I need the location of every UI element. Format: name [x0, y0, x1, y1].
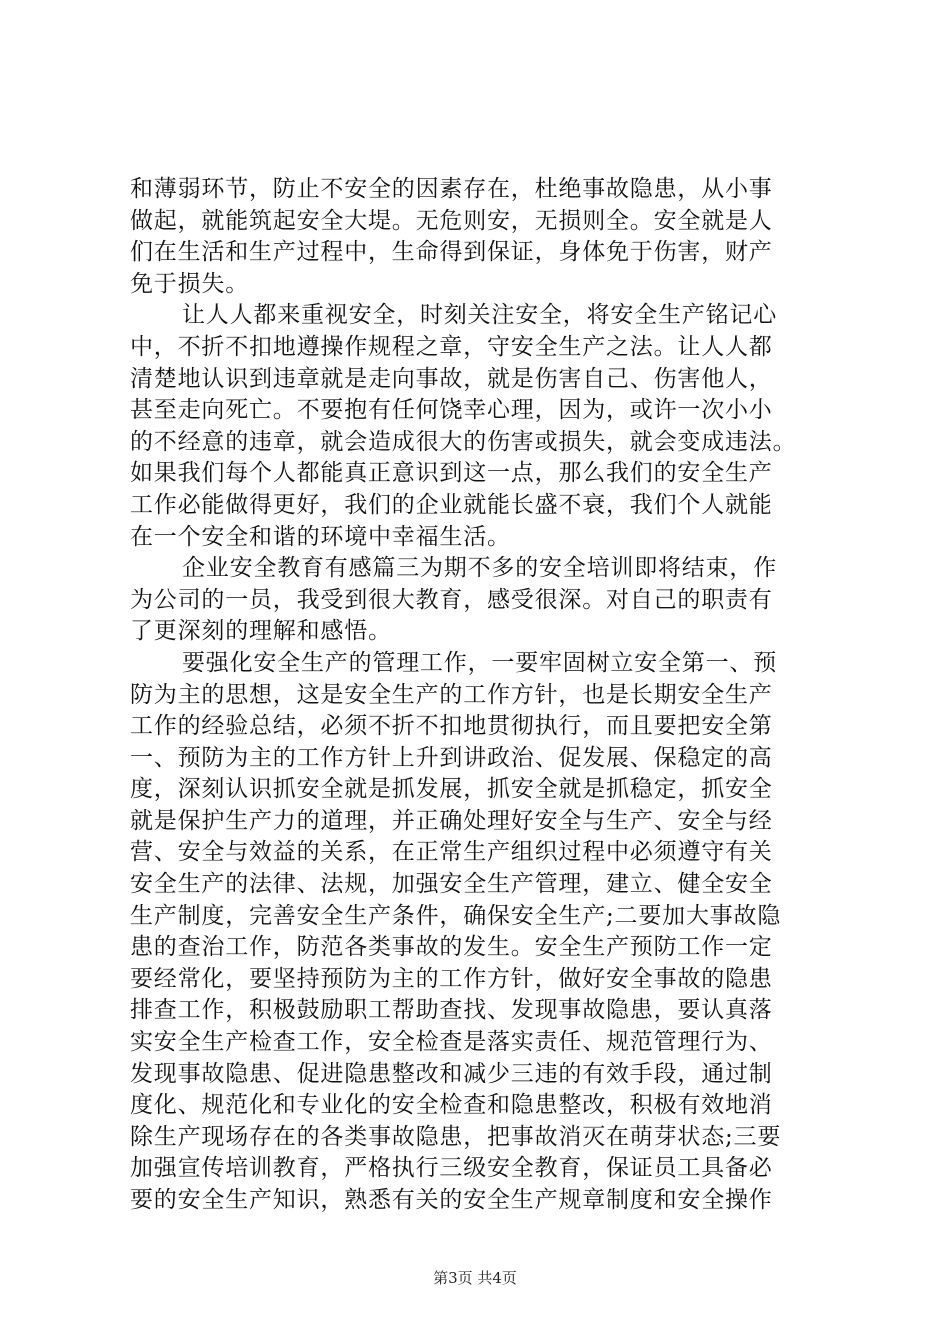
text-line: 们在生活和生产过程中，生命得到保证，身体免于伤害，财产	[130, 239, 773, 266]
text-line: 患的查治工作，防范各类事故的发生。安全生产预防工作一定	[130, 934, 773, 961]
text-line: 就是保护生产力的道理，并正确处理好安全与生产、安全与经	[130, 807, 773, 834]
text-line: 要的安全生产知识，熟悉有关的安全生产规章制度和安全操作	[130, 1187, 773, 1213]
text-line: 加强宣传培训教育，严格执行三级安全教育，保证员工具备必	[130, 1155, 773, 1182]
text-line: 度，深刻认识抓安全就是抓发展，抓安全就是抓稳定，抓安全	[130, 776, 773, 803]
text-line: 免于损失。	[130, 270, 249, 297]
text-line: 的不经意的违章，就会造成很大的伤害或损失，就会变成违法。	[130, 428, 797, 455]
paragraph-first-line: 要强化安全生产的管理工作，一要牢固树立安全第一、预	[182, 649, 777, 676]
text-line: 做起，就能筑起安全大堤。无危则安，无损则全。安全就是人	[130, 207, 773, 234]
page-number-footer: 第3页 共4页	[433, 1269, 517, 1287]
text-line: 生产制度，完善安全生产条件，确保安全生产;二要加大事故隐	[130, 902, 782, 929]
text-line: 在一个安全和谐的环境中幸福生活。	[130, 523, 511, 550]
text-line: 中，不折不扣地遵操作规程之章，守安全生产之法。让人人都	[130, 333, 773, 360]
text-line: 实安全生产检查工作，安全检查是落实责任、规范管理行为、	[130, 1029, 773, 1056]
text-line: 营、安全与效益的关系，在正常生产组织过程中必须遵守有关	[130, 839, 773, 866]
text-line: 安全生产的法律、法规，加强安全生产管理，建立、健全安全	[130, 871, 773, 898]
text-line: 防为主的思想，这是安全生产的工作方针，也是长期安全生产	[130, 681, 773, 708]
text-line: 为公司的一员，我受到很大教育，感受很深。对自己的职责有	[130, 586, 773, 613]
text-line: 工作必能做得更好，我们的企业就能长盛不衰，我们个人就能	[130, 491, 773, 518]
text-line: 发现事故隐患、促进隐患整改和减少三违的有效手段，通过制	[130, 1060, 773, 1087]
document-body	[130, 174, 830, 1217]
text-line: 排查工作，积极鼓励职工帮助查找、发现事故隐患，要认真落	[130, 997, 773, 1024]
text-line: 要经常化，要坚持预防为主的工作方针，做好安全事故的隐患	[130, 965, 773, 992]
text-line: 除生产现场存在的各类事故隐患，把事故消灭在萌芽状态;三要	[130, 1123, 782, 1150]
text-line: 度化、规范化和专业化的安全检查和隐患整改，积极有效地消	[130, 1092, 773, 1119]
paragraph-first-line: 企业安全教育有感篇三为期不多的安全培训即将结束，作	[182, 555, 777, 582]
text-line: 和薄弱环节，防止不安全的因素存在，杜绝事故隐患，从小事	[130, 176, 773, 202]
text-line: 工作的经验总结，必须不折不扣地贯彻执行，而且要把安全第	[130, 713, 773, 740]
text-line: 了更深刻的理解和感悟。	[130, 618, 392, 645]
paragraph-first-line: 让人人都来重视安全，时刻关注安全，将安全生产铭记心	[182, 302, 777, 329]
text-line: 如果我们每个人都能真正意识到这一点，那么我们的安全生产	[130, 460, 773, 487]
text-line: 一、预防为主的工作方针上升到讲政治、促发展、保稳定的高	[130, 744, 773, 771]
text-line: 甚至走向死亡。不要抱有任何饶幸心理，因为，或许一次小小	[130, 397, 773, 424]
text-line: 清楚地认识到违章就是走向事故，就是伤害自己、伤害他人，	[130, 365, 773, 392]
